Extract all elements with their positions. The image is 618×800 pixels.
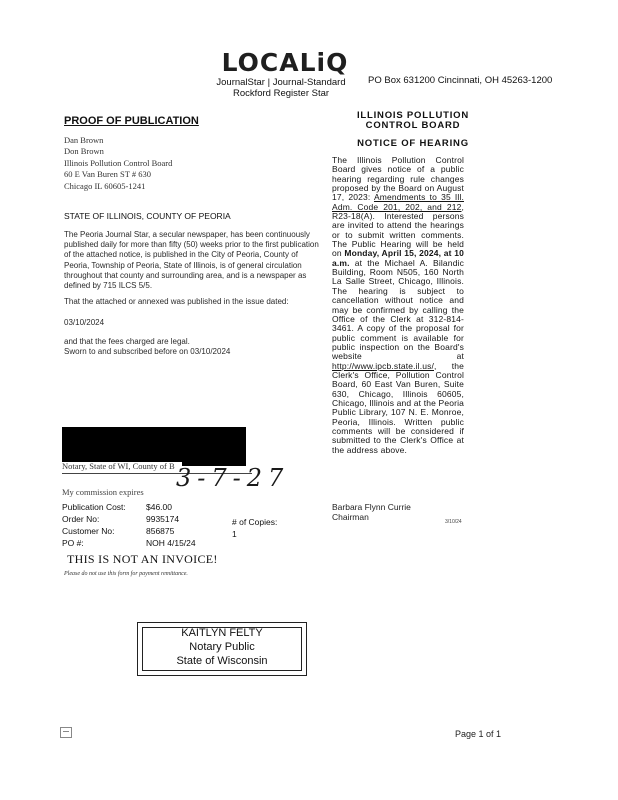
publication-statement: The Peoria Journal Star, a secular newspaper, has been continuously published daily for more than fifty (50) weeks prior to the first publication of the attached notice, is published in the City of Peoria, County of Peoria, Township of Peoria, State of Illinois, is of general circulation throughout that county and surrounding area, and is a newspaper as defined by 715 ILCS 5/5. bbox=[64, 230, 319, 291]
sworn-line: Sworn to and subscribed before on 03/10/2024 bbox=[64, 347, 231, 357]
detail-label: Publication Cost: bbox=[62, 502, 126, 512]
state-county-line: STATE OF ILLINOIS, COUNTY OF PEORIA bbox=[64, 211, 231, 221]
notice-heading: NOTICE OF HEARING bbox=[357, 138, 469, 149]
copies-value: 1 bbox=[232, 529, 237, 539]
recipient-line: Don Brown bbox=[64, 146, 104, 157]
recipient-line: Chicago IL 60605-1241 bbox=[64, 180, 146, 191]
localiq-logo: LOCALiQ bbox=[221, 48, 349, 77]
notary-name: KAITLYN FELTY bbox=[181, 627, 263, 639]
proof-of-publication-title: PROOF OF PUBLICATION bbox=[64, 115, 199, 127]
recipient-line: Dan Brown bbox=[64, 135, 104, 145]
commission-expires-label: My commission expires bbox=[62, 487, 144, 497]
notary-state: State of Wisconsin bbox=[176, 655, 268, 667]
board-title-line: ILLINOIS POLLUTION bbox=[356, 110, 470, 121]
remittance-note: Please do not use this form for payment remittance. bbox=[64, 571, 188, 577]
notice-signer bbox=[332, 503, 411, 522]
copies-label: # of Copies: bbox=[232, 517, 278, 527]
detail-value: 9935174 bbox=[146, 514, 180, 524]
detail-value: $46.00 bbox=[146, 502, 172, 512]
board-title-line: CONTROL BOARD bbox=[365, 120, 461, 131]
notice-text: , the Clerk's Office, Pollution Control Board, 60 East Van Buren, Suite 630, Chicago, Illinois 60605, Chicago, Illinois and at the Peoria Public Library, 107 N. E. Monroe, Peoria, Illinois. Written public comments will be considered if submitted to the Clerk's Office at the address above. bbox=[332, 360, 464, 455]
rule-amendments-link[interactable]: Amendments to 35 Ill. Adm. Code 201, 202, and 212 bbox=[332, 192, 464, 212]
fees-statement bbox=[64, 337, 324, 357]
not-an-invoice-notice: THIS IS NOT AN INVOICE! bbox=[67, 552, 218, 566]
notice-text: at the Michael A. Bilandic Building, Room N505, 160 North La Salle Street, Chicago, Illinois. The hearing is subject to cancellation without notice and may be confirmed by calling the Office of the Clerk at 312-814-3461. A copy of the proposal for public comment is available for public inspection on the Board's website at bbox=[332, 257, 465, 362]
recipient-address-block bbox=[64, 135, 172, 192]
po-box-address: PO Box 631200 Cincinnati, OH 45263-1200 bbox=[368, 75, 553, 86]
redacted-signature-block bbox=[62, 427, 246, 462]
document-icon bbox=[60, 727, 72, 738]
hearing-date: Monday, April 15, 2024, at 10 a.m. bbox=[332, 248, 464, 268]
notary-stamp bbox=[137, 626, 307, 668]
detail-value: 856875 bbox=[146, 526, 175, 536]
notice-body bbox=[332, 156, 464, 455]
detail-label: Order No: bbox=[62, 514, 100, 524]
notary-county-line: Notary, State of WI, County of B bbox=[62, 461, 175, 471]
notary-title: Notary Public bbox=[189, 641, 255, 653]
detail-label: Customer No: bbox=[62, 526, 115, 536]
detail-value: NOH 4/15/24 bbox=[146, 538, 196, 548]
notice-text: , R23-18(A). Interested persons are invited to attend the hearings or to submit written comments. The Public Hearing will be held on bbox=[332, 201, 464, 259]
notice-text: The Illinois Pollution Control Board gives notice of a public hearing regarding rule changes proposed by the Board on August 17, 2023: bbox=[332, 155, 464, 203]
signer-title: Chairman bbox=[332, 511, 369, 522]
detail-label: PO #: bbox=[62, 538, 84, 548]
handwritten-expiration-date: 3-7-27 bbox=[176, 464, 290, 492]
newspaper-name-rockford: Rockford Register Star bbox=[232, 88, 330, 99]
attached-issue-line: That the attached or annexed was published in the issue dated: bbox=[64, 297, 289, 306]
recipient-line: 60 E Van Buren ST # 630 bbox=[64, 169, 152, 180]
signer-name: Barbara Flynn Currie bbox=[332, 502, 411, 512]
recipient-line: Illinois Pollution Control Board bbox=[64, 157, 173, 168]
board-website-link[interactable]: http://www.ipcb.state.il.us/ bbox=[332, 360, 434, 371]
newspaper-names: JournalStar | Journal-Standard bbox=[216, 77, 346, 88]
board-title bbox=[343, 111, 483, 131]
notice-date-stamp: 3/10/24 bbox=[445, 519, 462, 525]
fees-legal-line: and that the fees charged are legal. bbox=[64, 337, 190, 346]
issue-date: 03/10/2024 bbox=[64, 318, 105, 327]
page-number: Page 1 of 1 bbox=[455, 729, 502, 739]
